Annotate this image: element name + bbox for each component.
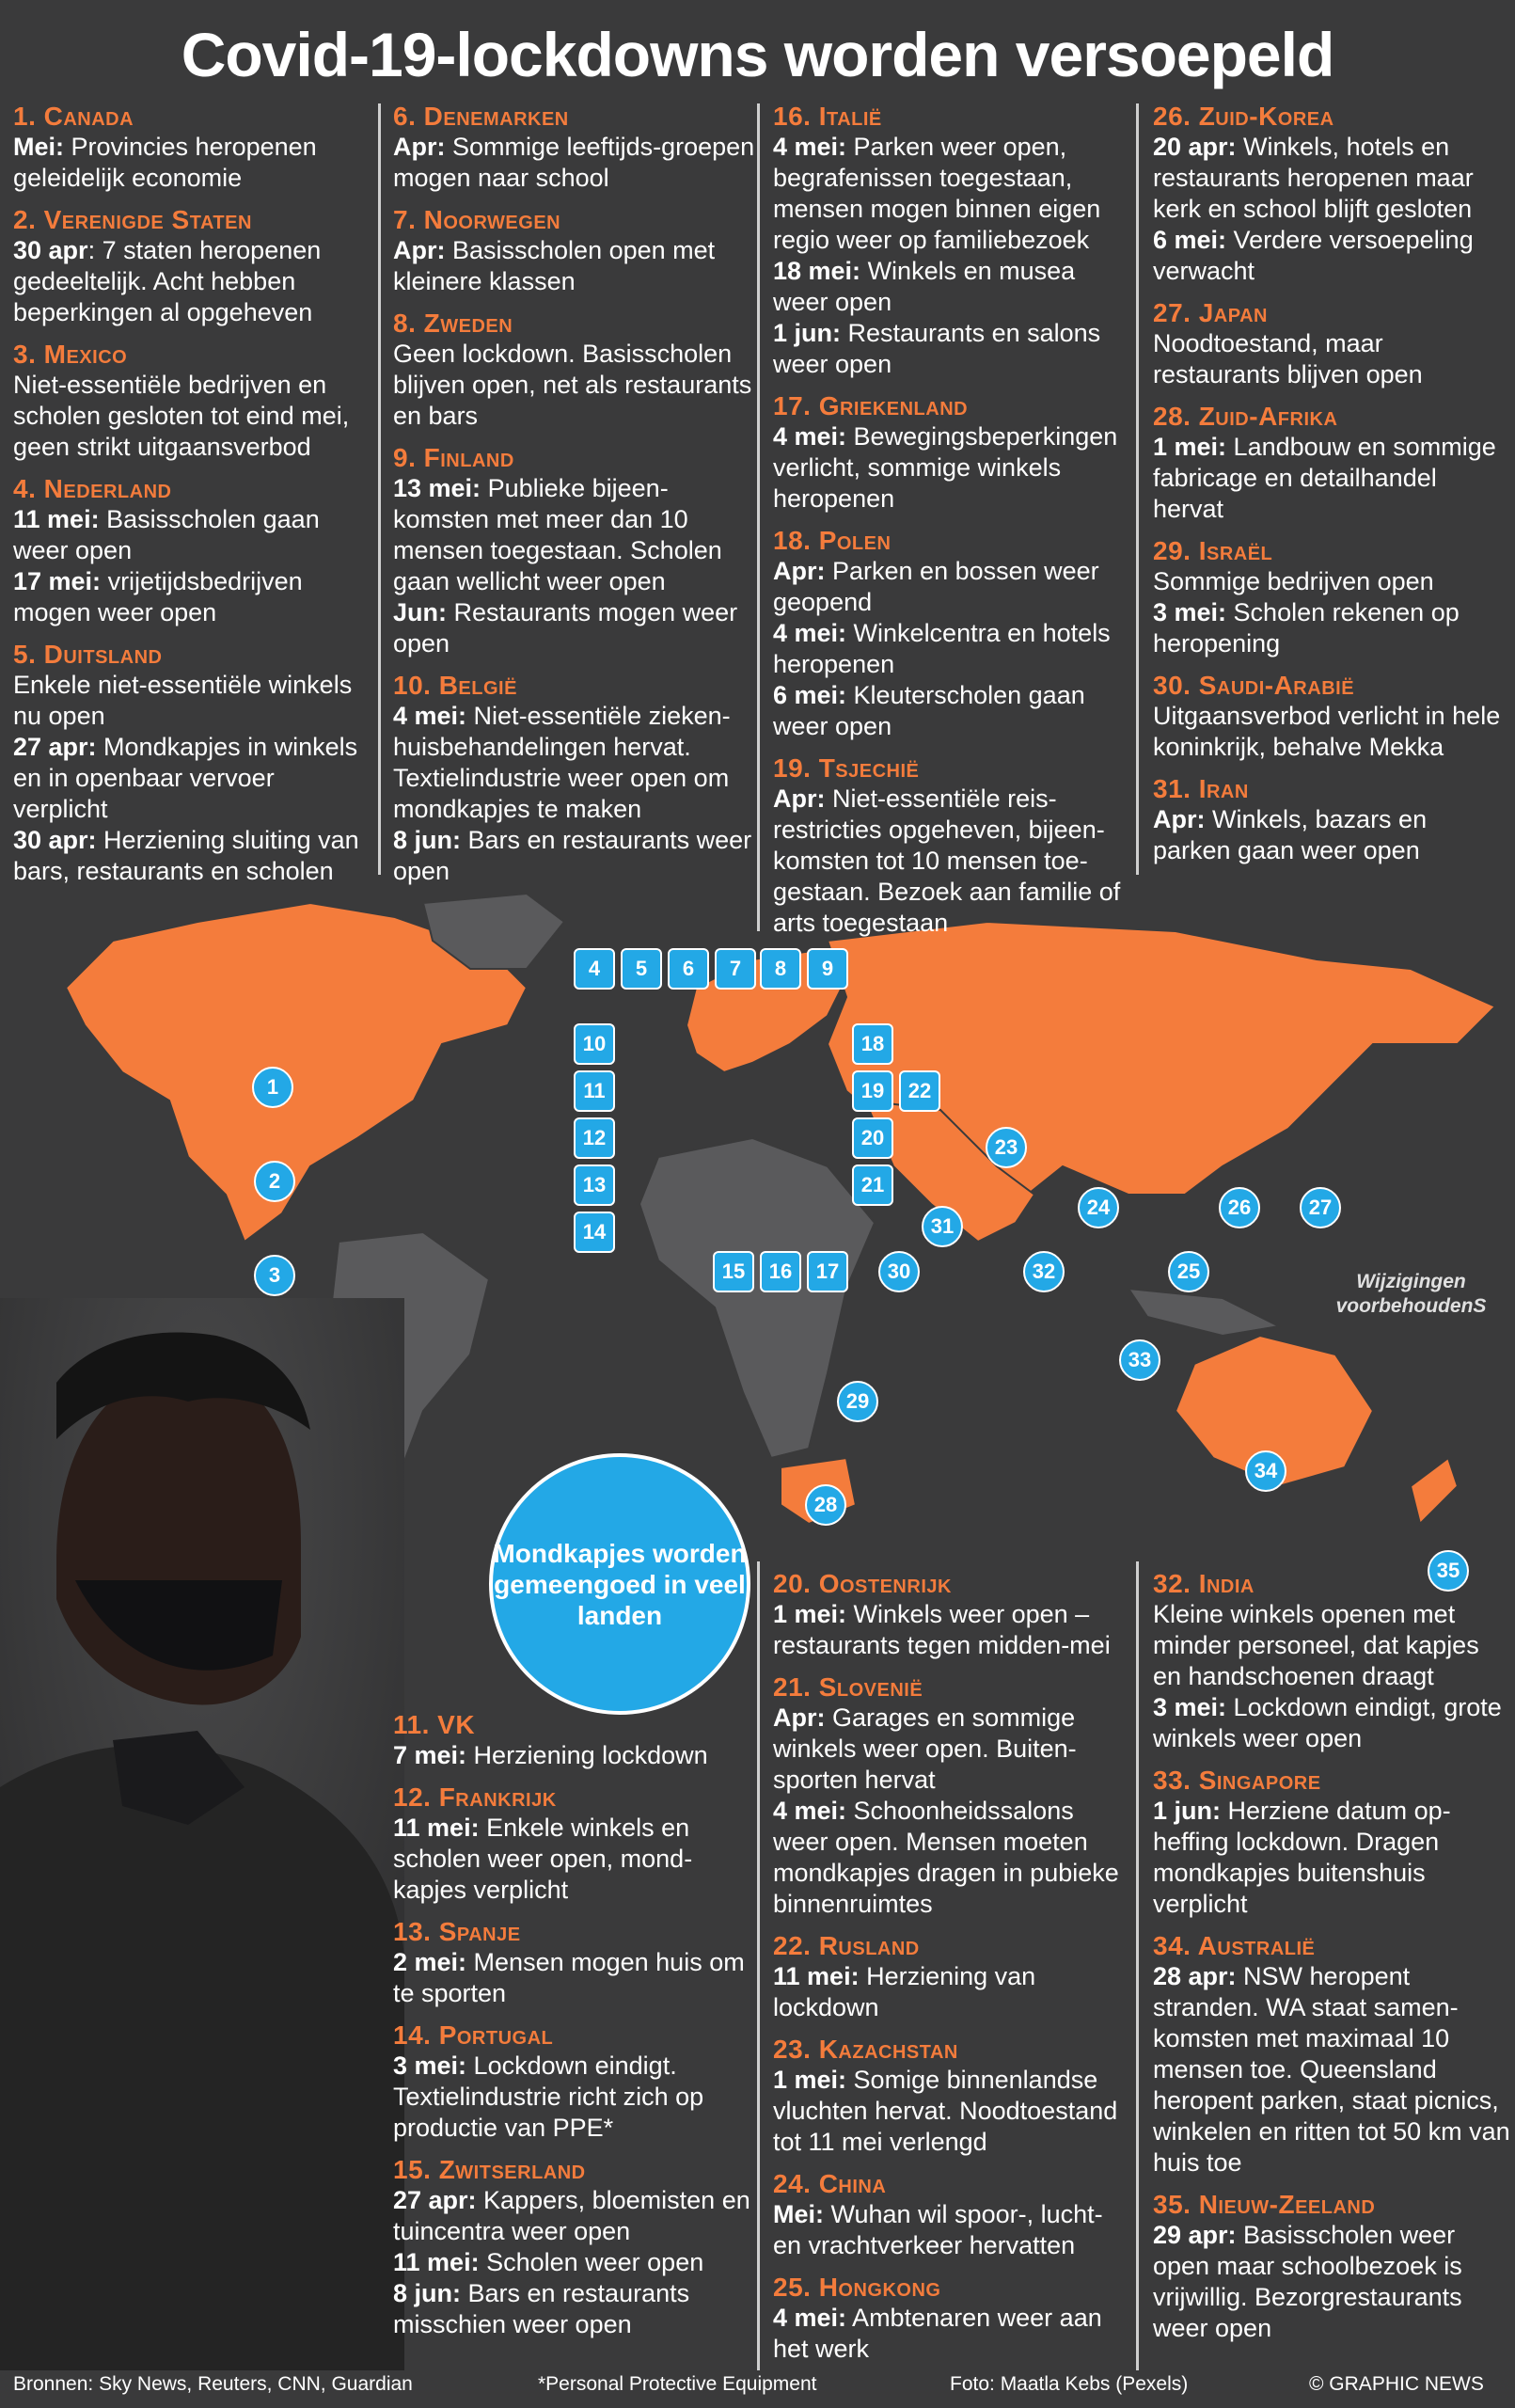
- country-entry: [393, 443, 755, 659]
- country-heading: 4. Nederland: [13, 474, 172, 503]
- entry-line: [1153, 1961, 1510, 2178]
- indonesia-land: [1128, 1289, 1279, 1336]
- entry-date: Mei:: [773, 2200, 824, 2228]
- country-entry: [773, 753, 1135, 939]
- entry-line: [1153, 432, 1510, 525]
- entry-text: Basisscholen open met kleinere klassen: [393, 236, 716, 295]
- entry-text: Verdere versoepeling verwacht: [1153, 226, 1474, 285]
- entry-line: [773, 1703, 1135, 1796]
- column-divider: [1136, 103, 1139, 875]
- entry-text: Kappers, bloemisten en tuincentra weer open: [393, 2186, 750, 2245]
- entry-text: Winkels weer open – restaurants tegen midden-mei: [773, 1600, 1111, 1659]
- map-marker-21: 21: [852, 1164, 893, 1206]
- column-divider: [757, 103, 760, 931]
- country-entry: [393, 309, 755, 432]
- country-heading: 29. Israël: [1153, 536, 1273, 565]
- country-entry: [393, 1917, 755, 2009]
- entry-line: [773, 618, 1135, 680]
- entry-date: Mei:: [13, 133, 64, 161]
- country-entry: [393, 102, 755, 194]
- entry-text: Garages en sommige winkels weer open. Buiten-sporten hervat: [773, 1703, 1077, 1794]
- map-marker-11: 11: [574, 1070, 615, 1112]
- entry-line: [393, 1947, 755, 2009]
- country-entry: [773, 102, 1135, 380]
- entry-line: [393, 2278, 755, 2340]
- entry-text: Winkels, bazars en parken gaan weer open: [1153, 805, 1428, 864]
- entry-text: Sommige bedrijven open: [1153, 567, 1434, 595]
- country-entry: [393, 2155, 755, 2340]
- entry-date: 1 mei:: [773, 2066, 847, 2094]
- map-marker-18: 18: [852, 1023, 893, 1065]
- entry-date: 4 mei:: [393, 702, 467, 730]
- entry-date: 30 apr:: [13, 826, 97, 854]
- entry-text: Somige binnenlandse vluchten hervat. Noodtoestand tot 11 mei verlengd: [773, 2066, 1118, 2156]
- country-heading: 35. Nieuw-Zeeland: [1153, 2190, 1376, 2219]
- entry-line: [773, 132, 1135, 256]
- country-entry: [773, 526, 1135, 742]
- map-marker-20: 20: [852, 1117, 893, 1159]
- map-marker-6: 6: [668, 948, 709, 990]
- map-marker-33: 33: [1119, 1339, 1160, 1381]
- map-marker-3: 3: [254, 1255, 295, 1296]
- entry-date: 6 mei:: [1153, 226, 1227, 254]
- entry-text: Bars en restaurants misschien weer open: [393, 2279, 690, 2338]
- entry-date: 3 mei:: [1153, 1693, 1227, 1721]
- entry-date: 1 jun:: [1153, 1797, 1221, 1825]
- entry-line: [13, 670, 375, 732]
- column-5: [393, 1710, 755, 2352]
- country-heading: 6. Denemarken: [393, 102, 569, 131]
- country-entry: [773, 2273, 1135, 2365]
- country-entry: [773, 2035, 1135, 2158]
- country-entry: [13, 102, 375, 194]
- country-heading: 7. Noorwegen: [393, 205, 561, 234]
- entry-date: 6 mei:: [773, 681, 847, 709]
- entry-date: Apr:: [773, 1703, 826, 1732]
- country-heading: 31. Iran: [1153, 774, 1249, 803]
- entry-text: Lockdown eindigt, grote winkels weer open: [1153, 1693, 1502, 1752]
- entry-text: Lockdown eindigt. Textielindustrie richt zich op productie van PPE*: [393, 2052, 704, 2142]
- entry-date: 3 mei:: [393, 2052, 467, 2080]
- country-entry: [13, 474, 375, 628]
- country-entry: [393, 1710, 755, 1771]
- map-marker-7: 7: [715, 948, 756, 990]
- country-entry: [13, 205, 375, 328]
- map-marker-35: 35: [1428, 1550, 1469, 1592]
- country-heading: 32. India: [1153, 1569, 1255, 1598]
- entry-line: [1153, 701, 1510, 763]
- entry-date: 4 mei:: [773, 133, 847, 161]
- entry-line: [393, 2051, 755, 2144]
- country-entry: [1153, 298, 1510, 390]
- entry-text: Restaurants mogen weer open: [393, 598, 738, 657]
- map-marker-4: 4: [574, 948, 615, 990]
- entry-text: Winkels, hotels en restaurants heropenen maar kerk en school blijft gesloten: [1153, 133, 1474, 223]
- entry-line: [393, 2247, 755, 2278]
- country-entry: [1153, 402, 1510, 525]
- map-marker-26: 26: [1219, 1187, 1260, 1228]
- map-marker-5: 5: [621, 948, 662, 990]
- entry-date: 4 mei:: [773, 619, 847, 647]
- column-4: [1153, 102, 1510, 878]
- column-7: [1153, 1569, 1510, 2355]
- entry-text: Winkelcentra en hotels heropenen: [773, 619, 1111, 678]
- entry-line: [393, 473, 755, 597]
- entry-line: [393, 339, 755, 432]
- country-entry: [13, 640, 375, 887]
- entry-text: Uitgaansverbod verlicht in hele koninkrijk, behalve Mekka: [1153, 702, 1501, 761]
- country-entry: [393, 205, 755, 297]
- country-heading: 1. Canada: [13, 102, 134, 131]
- entry-text: Basisscholen weer open maar schoolbezoek is vrijwillig. Bezorgrestaurants weer open: [1153, 2221, 1462, 2342]
- footer-sources: Bronnen: Sky News, Reuters, CNN, Guardian: [13, 2373, 413, 2395]
- entry-line: [1153, 566, 1510, 597]
- country-heading: 5. Duitsland: [13, 640, 163, 669]
- map-marker-14: 14: [574, 1212, 615, 1253]
- entry-text: Herziening van lockdown: [773, 1962, 1036, 2021]
- entry-text: Herziene datum op-heffing lockdown. Dragen mondkapjes buitenshuis verplicht: [1153, 1797, 1451, 1918]
- entry-text: Schoonheidssalons weer open. Mensen moeten mondkapjes dragen in pubieke binnenruimtes: [773, 1797, 1119, 1918]
- country-entry: [1153, 1931, 1510, 2178]
- entry-line: [773, 2303, 1135, 2365]
- entry-text: Enkele winkels en scholen weer open, mond-kapjes verplicht: [393, 1814, 693, 1904]
- map-marker-15: 15: [713, 1251, 754, 1292]
- country-heading: 17. Griekenland: [773, 391, 969, 420]
- country-heading: 21. Slovenië: [773, 1672, 923, 1702]
- footer-note: *Personal Protective Equipment: [538, 2373, 817, 2395]
- map-marker-17: 17: [807, 1251, 848, 1292]
- entry-text: Scholen weer open: [479, 2248, 704, 2276]
- country-heading: 23. Kazachstan: [773, 2035, 958, 2064]
- entry-line: [393, 597, 755, 659]
- entry-line: [13, 566, 375, 628]
- entry-date: Apr:: [1153, 805, 1206, 833]
- new-zealand-land: [1411, 1458, 1458, 1524]
- map-marker-31: 31: [922, 1206, 963, 1247]
- country-entry: [1153, 1766, 1510, 1920]
- map-marker-34: 34: [1245, 1450, 1286, 1492]
- footer-photo-credit: Foto: Maatla Kebs (Pexels): [950, 2373, 1189, 2395]
- entry-date: Apr:: [393, 133, 446, 161]
- entry-date: 4 mei:: [773, 1797, 847, 1825]
- country-heading: 24. China: [773, 2169, 887, 2198]
- entry-text: : 7 staten heropenen gedeeltelijk. Acht hebben beperkingen al opgeheven: [13, 236, 322, 326]
- entry-text: Parken weer open, begrafenissen toegestaan, mensen mogen binnen eigen regio weer op familiebezoek: [773, 133, 1101, 254]
- entry-text: Wuhan wil spoor-, lucht- en vrachtverkeer hervatten: [773, 2200, 1103, 2259]
- mask-callout: Mondkapjes worden gemeengoed in veel landen: [489, 1453, 750, 1715]
- entry-line: [1153, 225, 1510, 287]
- entry-date: 11 mei:: [13, 505, 100, 533]
- entry-text: Sommige leeftijds-groepen mogen naar school: [393, 133, 755, 192]
- entry-text: Ambtenaren weer aan het werk: [773, 2304, 1102, 2363]
- entry-line: [773, 421, 1135, 515]
- entry-text: Mensen mogen huis om te sporten: [393, 1948, 745, 2007]
- entry-line: [773, 1796, 1135, 1920]
- entry-line: [1153, 2220, 1510, 2344]
- map-marker-9: 9: [807, 948, 848, 990]
- footer-copyright: © GRAPHIC NEWS: [1309, 2373, 1484, 2395]
- entry-date: 1 mei:: [773, 1600, 847, 1628]
- column-divider: [757, 1561, 760, 2370]
- entry-line: [1153, 1796, 1510, 1920]
- map-marker-19: 19: [852, 1070, 893, 1112]
- entry-text: Parken en bossen weer geopend: [773, 557, 1099, 616]
- column-divider: [1136, 1561, 1139, 2370]
- entry-line: [1153, 1692, 1510, 1754]
- country-heading: 30. Saudi-Arabië: [1153, 671, 1355, 700]
- entry-date: Jun:: [393, 598, 447, 626]
- map-marker-10: 10: [574, 1023, 615, 1065]
- map-marker-29: 29: [837, 1381, 878, 1422]
- map-marker-32: 32: [1023, 1251, 1065, 1292]
- map-marker-1: 1: [252, 1067, 293, 1108]
- entry-line: [393, 701, 755, 825]
- country-entry: [1153, 671, 1510, 763]
- country-heading: 25. Hongkong: [773, 2273, 941, 2302]
- column-3: [773, 102, 1135, 950]
- entry-date: 1 mei:: [1153, 433, 1227, 461]
- map-marker-27: 27: [1300, 1187, 1341, 1228]
- entry-date: 28 apr:: [1153, 1962, 1237, 1990]
- entry-text: Mondkapjes in winkels en in openbaar vervoer verplicht: [13, 733, 358, 823]
- country-heading: 9. Finland: [393, 443, 514, 472]
- entry-line: [773, 318, 1135, 380]
- entry-line: [1153, 804, 1510, 866]
- country-heading: 34. Australië: [1153, 1931, 1316, 1960]
- entry-text: Landbouw en sommige fabricage en detailhandel hervat: [1153, 433, 1496, 523]
- entry-line: [773, 2065, 1135, 2158]
- country-heading: 10. België: [393, 671, 517, 700]
- entry-text: Geen lockdown. Basisscholen blijven open, net als restaurants en bars: [393, 340, 752, 430]
- country-heading: 22. Rusland: [773, 1931, 920, 1960]
- entry-date: 4 mei:: [773, 422, 847, 451]
- entry-text: Winkels en musea weer open: [773, 257, 1076, 316]
- country-heading: 2. Verenigde Staten: [13, 205, 252, 234]
- entry-text: vrijetijdsbedrijven mogen weer open: [13, 567, 303, 626]
- country-entry: [393, 2020, 755, 2144]
- country-entry: [773, 2169, 1135, 2261]
- entry-line: [13, 732, 375, 825]
- map-marker-12: 12: [574, 1117, 615, 1159]
- country-heading: 33. Singapore: [1153, 1766, 1321, 1795]
- country-entry: [1153, 536, 1510, 659]
- map-marker-30: 30: [878, 1251, 920, 1292]
- entry-line: [13, 504, 375, 566]
- masked-person-photo: [0, 1298, 404, 2370]
- entry-line: [13, 370, 375, 463]
- country-entry: [393, 671, 755, 887]
- map-marker-23: 23: [986, 1127, 1027, 1168]
- column-divider: [378, 103, 381, 875]
- entry-date: 8 jun:: [393, 2279, 461, 2307]
- entry-line: [773, 2199, 1135, 2261]
- country-heading: 18. Polen: [773, 526, 892, 555]
- disclaimer: Wijzigingen voorbehoudenS: [1335, 1271, 1487, 1317]
- entry-line: [13, 132, 375, 194]
- map-marker-24: 24: [1078, 1187, 1119, 1228]
- entry-line: [13, 235, 375, 328]
- entry-text: Herziening lockdown: [466, 1741, 708, 1769]
- entry-text: Bars en restaurants weer open: [393, 826, 752, 885]
- entry-date: 11 mei:: [393, 1814, 480, 1842]
- entry-text: Kleuterscholen gaan weer open: [773, 681, 1085, 740]
- entry-text: Niet-essentiële zieken-huisbehandelingen hervat. Textielindustrie weer open om mondkapjes te maken: [393, 702, 731, 823]
- map-marker-2: 2: [254, 1161, 295, 1202]
- entry-date: 29 apr:: [1153, 2221, 1237, 2249]
- entry-date: 2 mei:: [393, 1948, 467, 1976]
- entry-line: [393, 1740, 755, 1771]
- entry-text: Herziening sluiting van bars, restaurants en scholen: [13, 826, 359, 885]
- entry-text: NSW heropent stranden. WA staat samen-komsten met maximaal 10 mensen toe. Queensland heropent parken, staat picnics, winkelen en ritten tot 50 km van huis toe: [1153, 1962, 1510, 2177]
- country-entry: [1153, 774, 1510, 866]
- map-marker-8: 8: [760, 948, 801, 990]
- country-heading: 3. Mexico: [13, 340, 128, 369]
- country-entry: [773, 1569, 1135, 1661]
- entry-text: Basisscholen gaan weer open: [13, 505, 320, 564]
- country-heading: 19. Tsjechië: [773, 753, 920, 783]
- country-heading: 26. Zuid-Korea: [1153, 102, 1334, 131]
- entry-text: Niet-essentiële reis-restricties opgeheven, bijeen-komsten tot 10 mensen toe-gestaan. Bezoek aan familie of arts toegestaan: [773, 784, 1121, 937]
- entry-date: 13 mei:: [393, 474, 481, 502]
- entry-date: 11 mei:: [393, 2248, 480, 2276]
- entry-line: [1153, 328, 1510, 390]
- entry-text: Noodtoestand, maar restaurants blijven open: [1153, 329, 1423, 388]
- entry-text: Restaurants en salons weer open: [773, 319, 1101, 378]
- entry-line: [773, 256, 1135, 318]
- entry-date: 4 mei:: [773, 2304, 847, 2332]
- entry-line: [773, 556, 1135, 618]
- entry-date: Apr:: [773, 557, 826, 585]
- entry-text: Scholen rekenen op heropening: [1153, 598, 1460, 657]
- entry-line: [773, 1961, 1135, 2023]
- entry-line: [393, 2185, 755, 2247]
- entry-date: 11 mei:: [773, 1962, 860, 1990]
- entry-text: Bewegingsbeperkingen verlicht, sommige winkels heropenen: [773, 422, 1118, 513]
- country-heading: 8. Zweden: [393, 309, 513, 338]
- country-entry: [773, 1931, 1135, 2023]
- map-marker-28: 28: [805, 1484, 846, 1526]
- entry-date: 20 apr:: [1153, 133, 1237, 161]
- entry-line: [1153, 1599, 1510, 1692]
- entry-date: 17 mei:: [13, 567, 102, 595]
- entry-text: Enkele niet-essentiële winkels nu open: [13, 671, 353, 730]
- entry-line: [393, 1813, 755, 1906]
- map-marker-16: 16: [760, 1251, 801, 1292]
- country-heading: 11. VK: [393, 1710, 476, 1739]
- entry-date: 7 mei:: [393, 1741, 467, 1769]
- column-2: [393, 102, 755, 898]
- entry-line: [773, 680, 1135, 742]
- entry-text: Publieke bijeen-komsten met meer dan 10 mensen toegestaan. Scholen gaan wellicht weer open: [393, 474, 722, 595]
- country-heading: 20. Oostenrijk: [773, 1569, 952, 1598]
- column-6: [773, 1569, 1135, 2376]
- entry-date: 18 mei:: [773, 257, 861, 285]
- entry-text: Kleine winkels openen met minder personeel, dat kapjes en handschoenen draagt: [1153, 1600, 1479, 1690]
- entry-date: Apr:: [773, 784, 826, 813]
- country-heading: 13. Spanje: [393, 1917, 521, 1946]
- map-marker-22: 22: [899, 1070, 940, 1112]
- entry-date: 27 apr:: [393, 2186, 477, 2214]
- column-1: [13, 102, 375, 898]
- map-marker-13: 13: [574, 1164, 615, 1206]
- country-entry: [773, 391, 1135, 515]
- entry-line: [773, 1599, 1135, 1661]
- entry-line: [773, 784, 1135, 939]
- entry-line: [1153, 597, 1510, 659]
- entry-line: [13, 825, 375, 887]
- entry-date: Apr:: [393, 236, 446, 264]
- entry-line: [393, 235, 755, 297]
- entry-line: [393, 132, 755, 194]
- entry-line: [1153, 132, 1510, 225]
- country-heading: 14. Portugal: [393, 2020, 554, 2050]
- country-heading: 15. Zwitserland: [393, 2155, 586, 2184]
- country-entry: [773, 1672, 1135, 1920]
- entry-date: 30 apr: [13, 236, 88, 264]
- country-entry: [1153, 102, 1510, 287]
- country-entry: [1153, 1569, 1510, 1754]
- country-heading: 16. Italië: [773, 102, 882, 131]
- entry-text: Provincies heropenen geleidelijk economie: [13, 133, 317, 192]
- page-title: Covid-19-lockdowns worden versoepeld: [181, 20, 1334, 89]
- entry-date: 8 jun:: [393, 826, 461, 854]
- entry-date: 1 jun:: [773, 319, 841, 347]
- map-marker-25: 25: [1168, 1251, 1209, 1292]
- country-entry: [13, 340, 375, 463]
- country-heading: 12. Frankrijk: [393, 1782, 557, 1812]
- country-entry: [1153, 2190, 1510, 2344]
- entry-line: [393, 825, 755, 887]
- country-entry: [393, 1782, 755, 1906]
- country-heading: 27. Japan: [1153, 298, 1268, 327]
- country-heading: 28. Zuid-Afrika: [1153, 402, 1338, 431]
- entry-text: Niet-essentiële bedrijven en scholen gesloten tot eind mei, geen strikt uitgaansverbod: [13, 371, 350, 461]
- entry-date: 27 apr:: [13, 733, 97, 761]
- entry-date: 3 mei:: [1153, 598, 1227, 626]
